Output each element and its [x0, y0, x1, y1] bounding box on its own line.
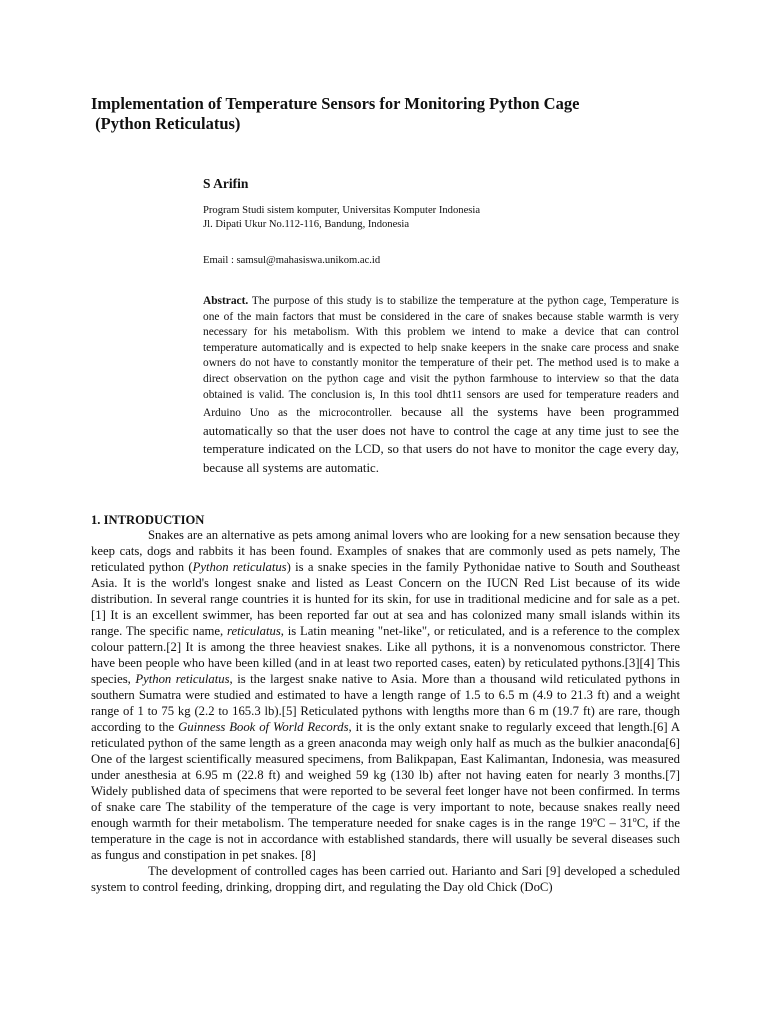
- p1-italic-4: Guinness Book of World Records: [178, 720, 349, 734]
- affiliation-line-2: Jl. Dipati Ukur No.112-116, Bandung, Indonesia: [203, 219, 410, 230]
- p1-text-6: C – 31: [596, 816, 633, 830]
- affiliation-line-1: Program Studi sistem komputer, Universitas Komputer Indonesia: [203, 205, 481, 216]
- p1-text-5: , it is the only extant snake to regularly exceed that length.[6] A reticulated python of the same length as a green anaconda may weigh only half as much as the bulkier anaconda[6] One of the largest scientifically measured specimens, from Balikpapan, East Kalimantan, Indonesia, was measured under anesthesia at 6.95 m (22.8 ft) and weighed 59 kg (130 lb) after not having eaten for nearly 3 months.[7] Widely published data of specimens that were reported to be several feet longer have not been confirmed. In terms of snake care The stability of the temperature of the cage is very important to note, because snakes really need enough warmth for their metabolism. The temperature needed for snake cages is in the range 19: [91, 720, 680, 830]
- introduction-paragraph-2: The development of controlled cages has been carried out. Harianto and Sari [9] developed a scheduled system to control feeding, drinking, dropping dirt, and regulating the Day old Chick (DoC): [91, 864, 680, 894]
- p1-italic-2: reticulatus: [226, 624, 281, 638]
- p1-text-7: C, if the temperature in the cage is not in accordance with established standards, there will usually be several diseases such as fungus and constipation in pet snakes. [8]: [91, 816, 681, 862]
- abstract-text-part2: because all the systems have been programmed automatically so that the user does not have to control the cage at any time just to see the temperature indicated on the LCD, so that users do not have to monitor the cage every day, because all systems are automatic.: [203, 405, 679, 475]
- p1-text-3: , is Latin meaning "net-like", or reticulated, and is a reference to the complex colour pattern.[2] It is among the three heaviest snakes. Like all pythons, it is a nonvenomous constrictor. There have been people who have been killed (and in at least two reported cases, eaten) by reticulated pythons.[3][4] This species,: [91, 624, 680, 686]
- abstract-text-part1: The purpose of this study is to stabilize the temperature at the python cage, Temperature is one of the main factors that must be considered in the care of snakes because stable warmth is very necessary for his metabolism. With this problem we intend to make a device that can control temperature automatically and is expected to help snake keepers in the snake care process and snake owners do not have to constantly monitor the temperature of their pet. The method used is to make a direct observation on the python cage and visit the python farmhouse to interview so that the data obtained is valid. The conclusion is, In this tool dht11 sensors are used for temperature readers and Arduino Uno as the microcontroller.: [203, 295, 679, 420]
- title-line-1: Implementation of Temperature Sensors for Monitoring Python Cage: [91, 94, 580, 113]
- p1-text-1: Snakes are an alternative as pets among animal lovers who are looking for a new sensation because they keep cats, dogs and rabbits it has been found. Examples of snakes that are commonly used as pets namely, The reticulated python (: [91, 528, 680, 574]
- title-line-2: (Python Reticulatus): [91, 114, 241, 133]
- p1-italic-3: Python reticulatus: [135, 672, 230, 686]
- email-line: Email : samsul@mahasiswa.unikom.ac.id: [203, 255, 381, 266]
- p1-text-2: ) is a snake species in the family Pythonidae native to South and Southeast Asia. It is the world's longest snake and listed as Least Concern on the IUCN Red List because of its wide distribution. In several range countries it is hunted for its skin, for use in traditional medicine and for sale as a pet.[1] It is an excellent swimmer, has been reported far out at sea and has colonized many small islands within its range. The specific name,: [91, 560, 680, 638]
- author-affiliation: [203, 204, 673, 232]
- introduction-body: [91, 527, 680, 895]
- p1-italic-1: Python reticulatus: [192, 560, 287, 574]
- paper-title: [91, 94, 691, 134]
- author-name: S Arifin: [203, 176, 249, 191]
- section-heading-introduction: 1. INTRODUCTION: [91, 513, 205, 527]
- abstract-label: Abstract.: [203, 295, 249, 307]
- p1-text-4: , is the largest snake native to Asia. More than a thousand wild reticulated pythons in southern Sumatra were studied and estimated to have a length range of 1.5 to 6.5 m (4.9 to 21.3 ft) and a weight range of 1 to 75 kg (2.2 to 165.3 lb).[5] Reticulated pythons with lengths more than 6 m (19.7 ft) are rare, though according to the: [91, 672, 681, 734]
- introduction-paragraph-1: [91, 527, 680, 863]
- abstract-block: [203, 294, 679, 478]
- author-email: [203, 254, 673, 268]
- degree-mark-1: o: [592, 814, 597, 824]
- degree-mark-2: o: [632, 814, 637, 824]
